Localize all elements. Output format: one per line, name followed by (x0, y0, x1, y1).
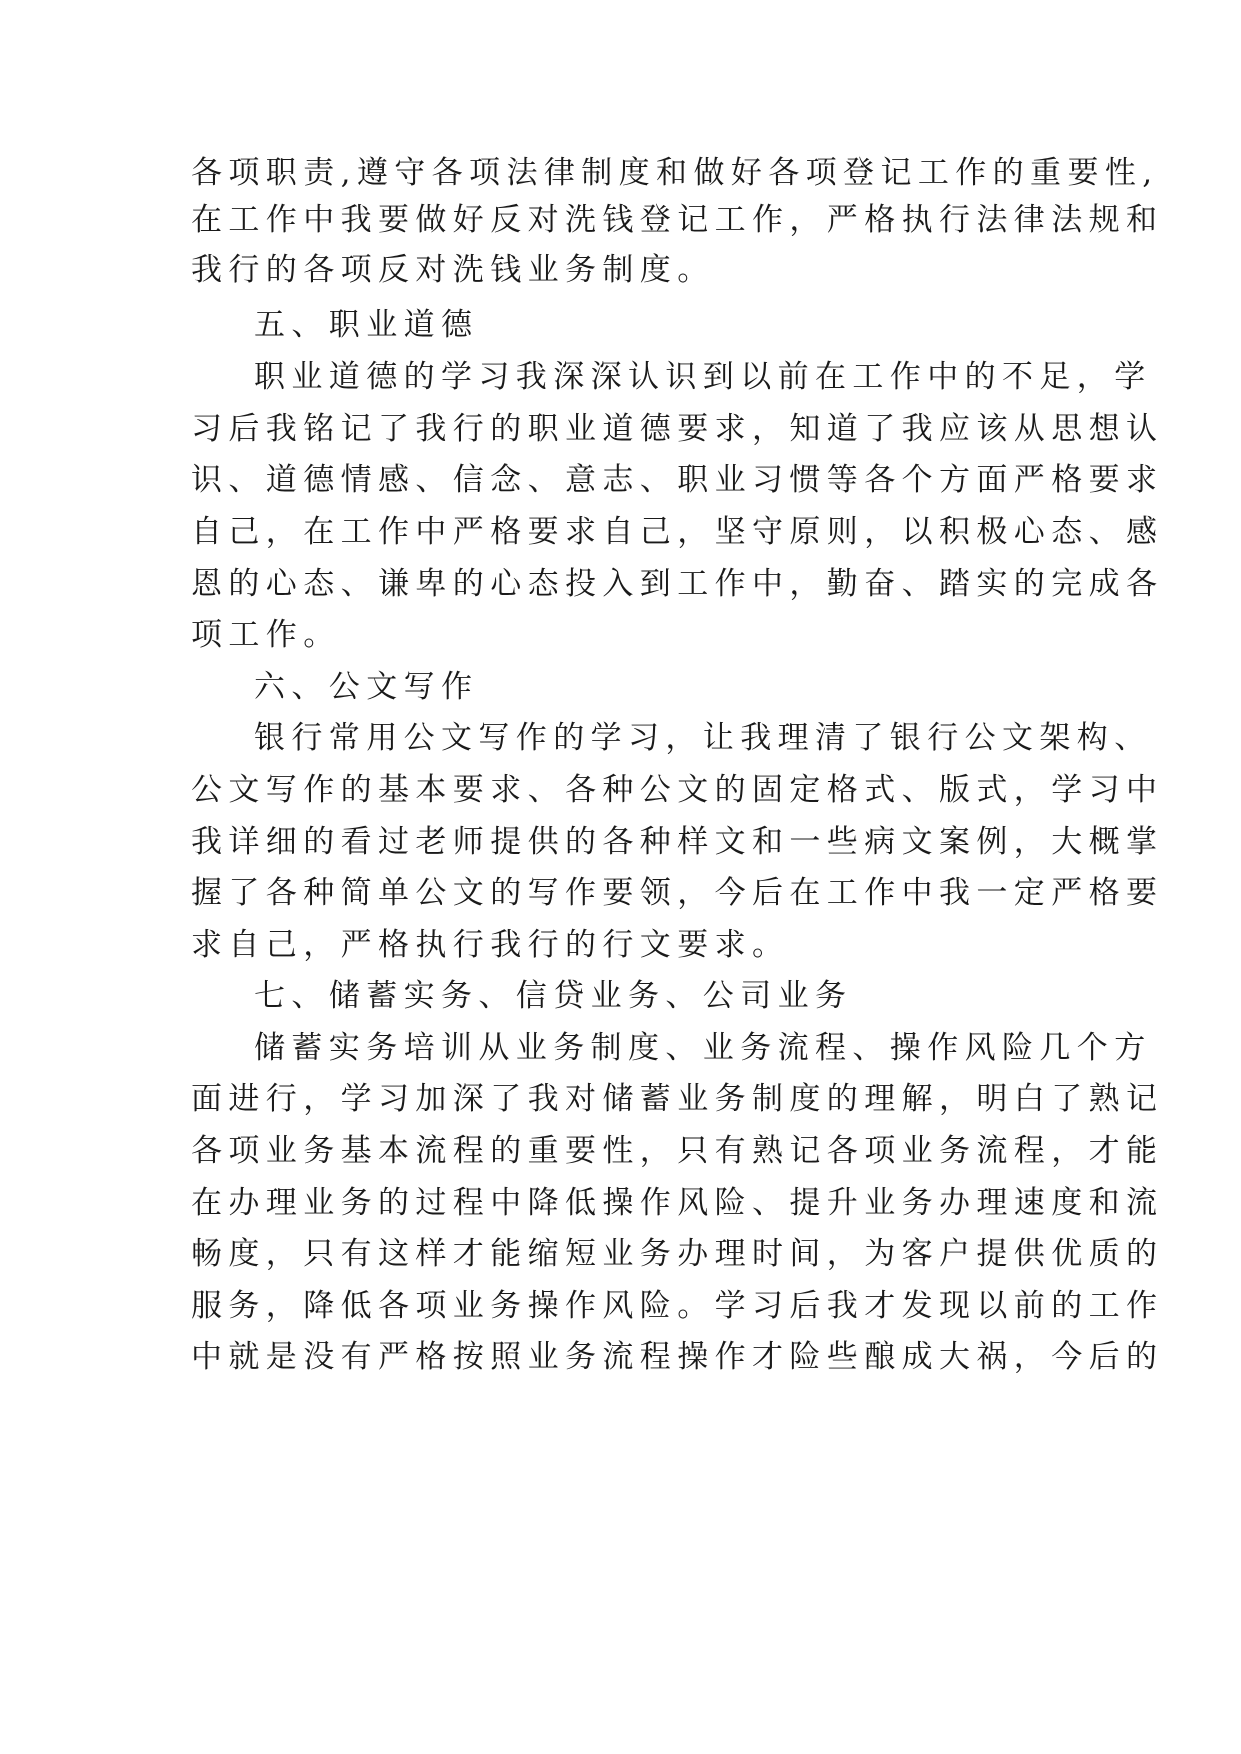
paragraph-line: 求自己，严格执行我行的行文要求。 (191, 927, 790, 963)
paragraph-line: 储蓄实务培训从业务制度、业务流程、操作风险几个方 (254, 1030, 1152, 1066)
paragraph-line: 中就是没有严格按照业务流程操作才险些酿成大祸，今后的 (191, 1339, 1164, 1375)
paragraph-line: 公文写作的基本要求、各种公文的固定格式、版式，学习中 (191, 772, 1164, 808)
paragraph-line: 识、道德情感、信念、意志、职业习惯等各个方面严格要求 (191, 462, 1164, 498)
paragraph-line: 自己，在工作中严格要求自己，坚守原则，以积极心态、感 (191, 514, 1164, 550)
paragraph-line: 各项职责,遵守各项法律制度和做好各项登记工作的重要性, (191, 155, 1159, 191)
paragraph-line: 各项业务基本流程的重要性，只有熟记各项业务流程，才能 (191, 1133, 1164, 1169)
section-heading: 六、公文写作 (254, 669, 479, 705)
section-heading: 五、职业道德 (254, 307, 479, 343)
paragraph-line: 恩的心态、谦卑的心态投入到工作中，勤奋、踏实的完成各 (191, 566, 1164, 602)
paragraph-line: 职业道德的学习我深深认识到以前在工作中的不足，学 (254, 359, 1152, 395)
section-heading: 七、储蓄实务、信贷业务、公司业务 (254, 978, 853, 1014)
paragraph-line: 握了各种简单公文的写作要领，今后在工作中我一定严格要 (191, 875, 1164, 911)
paragraph-line: 银行常用公文写作的学习，让我理清了银行公文架构、 (254, 720, 1152, 756)
paragraph-line: 面进行，学习加深了我对储蓄业务制度的理解，明白了熟记 (191, 1081, 1164, 1117)
paragraph-line: 项工作。 (191, 617, 341, 653)
paragraph-line: 在办理业务的过程中降低操作风险、提升业务办理速度和流 (191, 1185, 1164, 1221)
paragraph-line: 在工作中我要做好反对洗钱登记工作，严格执行法律法规和 (191, 202, 1164, 238)
paragraph-line: 畅度，只有这样才能缩短业务办理时间，为客户提供优质的 (191, 1236, 1164, 1272)
paragraph-line: 习后我铭记了我行的职业道德要求，知道了我应该从思想认 (191, 411, 1164, 447)
paragraph-line: 我详细的看过老师提供的各种样文和一些病文案例，大概掌 (191, 824, 1164, 860)
paragraph-line: 我行的各项反对洗钱业务制度。 (191, 252, 715, 288)
paragraph-line: 服务，降低各项业务操作风险。学习后我才发现以前的工作 (191, 1288, 1164, 1324)
